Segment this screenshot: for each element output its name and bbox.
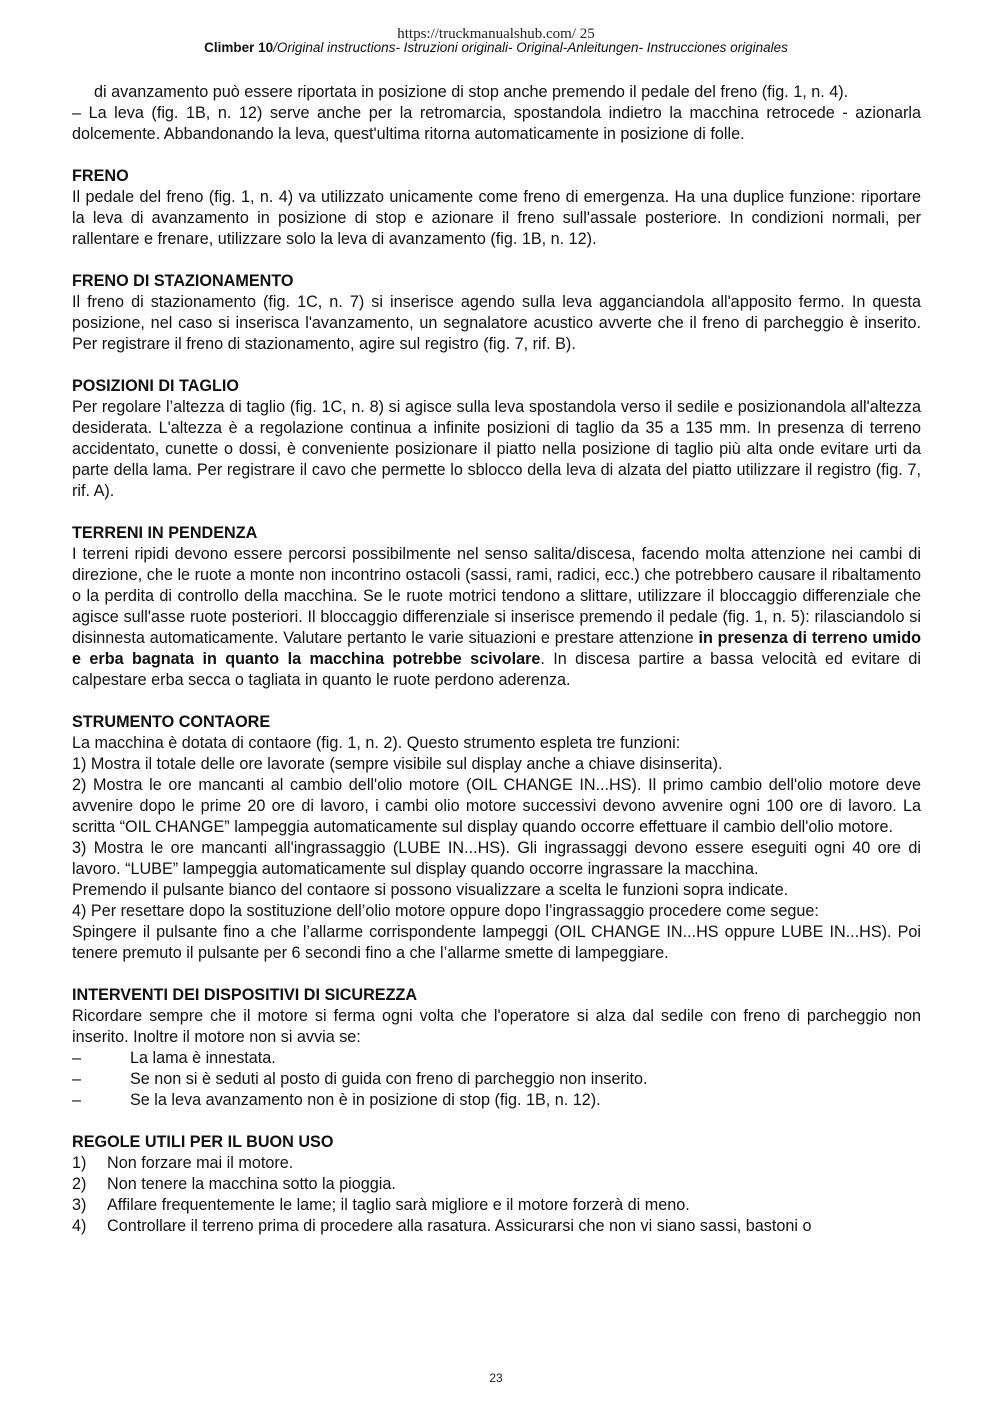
list-item xyxy=(72,1069,921,1090)
header-subtitle: /Original instructions- Istruzioni originali- Original-Anleitungen- Instrucciones originales xyxy=(273,40,788,55)
section-title: INTERVENTI DEI DISPOSITIVI DI SICUREZZA xyxy=(72,986,418,1004)
warning-text: in presenza di terreno umido e erba bagnata in quanto la macchina potrebbe scivolare xyxy=(72,629,921,668)
list-dash: – xyxy=(72,1070,82,1088)
list-item xyxy=(72,1048,921,1069)
intro-paragraph-2: – La leva (fig. 1B, n. 12) serve anche per la retromarcia, spostandola indietro la macchina retrocede - azionarla dolcemente. Abbandonando la leva, quest'ultima ritorna automaticamente in posizione di folle. xyxy=(72,104,921,143)
contaore-line: 1) Mostra il totale delle ore lavorate (sempre visibile sul display anche a chiave disinserita). xyxy=(72,755,723,773)
section-title: FRENO xyxy=(72,167,129,185)
list-text: Non tenere la macchina sotto la pioggia. xyxy=(107,1175,396,1193)
contaore-line: Premendo il pulsante bianco del contaore si possono visualizzare a scelta le funzioni sopra indicate. xyxy=(72,881,789,899)
list-item xyxy=(72,1090,921,1111)
list-text: La lama è innestata. xyxy=(130,1049,276,1067)
running-header xyxy=(0,40,992,55)
list-item xyxy=(72,1153,921,1174)
list-item xyxy=(72,1216,921,1237)
section-text: Il pedale del freno (fig. 1, n. 4) va utilizzato unicamente come freno di emergenza. Ha una duplice funzione: riportare la leva di avanzamento in posizione di stop e azionare il freno sull'assale posteriore. In condizioni normali, per rallentare e frenare, utilizzare solo la leva di avanzamento (fig. 1B, n. 12). xyxy=(72,188,921,248)
list-number: 1) xyxy=(72,1154,87,1172)
list-item xyxy=(72,1174,921,1195)
list-text: Se non si è seduti al posto di guida con freno di parcheggio non inserito. xyxy=(130,1070,648,1088)
contaore-line: Spingere il pulsante fino a che l’allarme corrispondente lampeggi (OIL CHANGE IN...HS oppure LUBE IN...HS). Poi tenere premuto il pulsante per 6 secondi fino a che l’allarme smette di lampeggiare. xyxy=(72,923,921,962)
list-number: 3) xyxy=(72,1196,87,1214)
page-number: 23 xyxy=(489,1371,503,1385)
section-posizioni-taglio xyxy=(72,376,921,502)
list-text: Se la leva avanzamento non è in posizione di stop (fig. 1B, n. 12). xyxy=(130,1091,601,1109)
section-regole-utili xyxy=(72,1132,921,1237)
document-body xyxy=(72,82,921,1237)
section-text: Ricordare sempre che il motore si ferma ogni volta che l'operatore si alza dal sedile con freno di parcheggio non inserito. Inoltre il motore non si avvia se: xyxy=(72,1007,921,1046)
section-text: Il freno di stazionamento (fig. 1C, n. 7) si inserisce agendo sulla leva agganciandola all'apposito fermo. In questa posizione, nel caso si inserisca l'avanzamento, un segnalatore acustico avverte che il freno di parcheggio è inserito. Per registrare il freno di stazionamento, agire sul registro (fig. 7, rif. B). xyxy=(72,293,921,353)
section-title: STRUMENTO CONTAORE xyxy=(72,713,271,731)
contaore-line: 3) Mostra le ore mancanti all'ingrassaggio (LUBE IN...HS). Gli ingrassaggi devono essere eseguiti ogni 40 ore di lavoro. “LUBE” lampeggia automaticamente sul display quando occorre ingrassare la macchina. xyxy=(72,839,921,878)
text-part: . In discesa partire a bassa velocità ed evitare di calpestare erba secca o tagliata in quanto le ruote perdono aderenza. xyxy=(72,650,921,689)
list-number: 4) xyxy=(72,1217,87,1235)
list-item xyxy=(72,1195,921,1216)
section-strumento-contaore xyxy=(72,712,921,964)
section-terreni-pendenza xyxy=(72,523,921,691)
list-text: Controllare il terreno prima di procedere alla rasatura. Assicurarsi che non vi siano sassi, bastoni o xyxy=(107,1217,812,1235)
section-title: REGOLE UTILI PER IL BUON USO xyxy=(72,1133,334,1151)
contaore-line: 4) Per resettare dopo la sostituzione dell’olio motore oppure dopo l’ingrassaggio procedere come segue: xyxy=(72,902,819,920)
section-text xyxy=(72,544,921,691)
list-text: Affilare frequentemente le lame; il taglio sarà migliore e il motore forzerà di meno. xyxy=(107,1196,690,1214)
section-title: TERRENI IN PENDENZA xyxy=(72,524,258,542)
section-dispositivi-sicurezza xyxy=(72,985,921,1111)
header-model: Climber 10 xyxy=(204,40,274,55)
section-freno-stazionamento xyxy=(72,271,921,355)
intro-paragraph-1: di avanzamento può essere riportata in posizione di stop anche premendo il pedale del freno (fig. 1, n. 4). xyxy=(94,83,849,101)
section-title: POSIZIONI DI TAGLIO xyxy=(72,377,239,395)
section-text: Per regolare l’altezza di taglio (fig. 1C, n. 8) si agisce sulla leva spostandola verso il sedile e posizionandola all'altezza desiderata. L'altezza è a regolazione continua a infinite posizioni di taglio da 35 a 135 mm. In presenza di terreno accidentato, cunette o dossi, è conveniente posizionare il piatto nella posizione di taglio più alta onde evitare urti da parte della lama. Per registrare il cavo che permette lo sblocco della leva di alzata del piatto utilizzare il registro (fig. 7, rif. A). xyxy=(72,398,921,500)
list-dash: – xyxy=(72,1049,82,1067)
contaore-line: 2) Mostra le ore mancanti al cambio dell'olio motore (OIL CHANGE IN...HS). Il primo cambio dell'olio motore deve avvenire dopo le prime 20 ore di lavoro, i cambi olio motore successivi devono avvenire ogni 100 ore di lavoro. La scritta “OIL CHANGE” lampeggia automaticamente sul display quando occorre effettuare il cambio dell'olio motore. xyxy=(72,776,921,836)
list-number: 2) xyxy=(72,1175,87,1193)
source-url[interactable]: https://truckmanualshub.com/ 25 xyxy=(397,26,595,42)
list-dash: – xyxy=(72,1091,82,1109)
contaore-line: La macchina è dotata di contaore (fig. 1, n. 2). Questo strumento espleta tre funzioni: xyxy=(72,734,681,752)
text-part: I terreni ripidi devono essere percorsi possibilmente nel senso salita/discesa, facendo molta attenzione nei cambi di direzione, che le ruote a monte non incontrino ostacoli (sassi, rami, radici, ecc.) che potrebbero causare il ribaltamento o la perdita di controllo della macchina. Se le ruote motrici tendono a slittare, utilizzare il bloccaggio differenziale che agisce sull'asse ruote posteriori. Il bloccaggio differenziale si inserisce premendo il pedale (fig. 1, n. 5): rilasciandolo si disinnesta automaticamente. Valutare pertanto le varie situazioni e prestare attenzione xyxy=(72,545,921,647)
section-freno xyxy=(72,166,921,250)
list-text: Non forzare mai il motore. xyxy=(107,1154,294,1172)
section-title: FRENO DI STAZIONAMENTO xyxy=(72,272,294,290)
